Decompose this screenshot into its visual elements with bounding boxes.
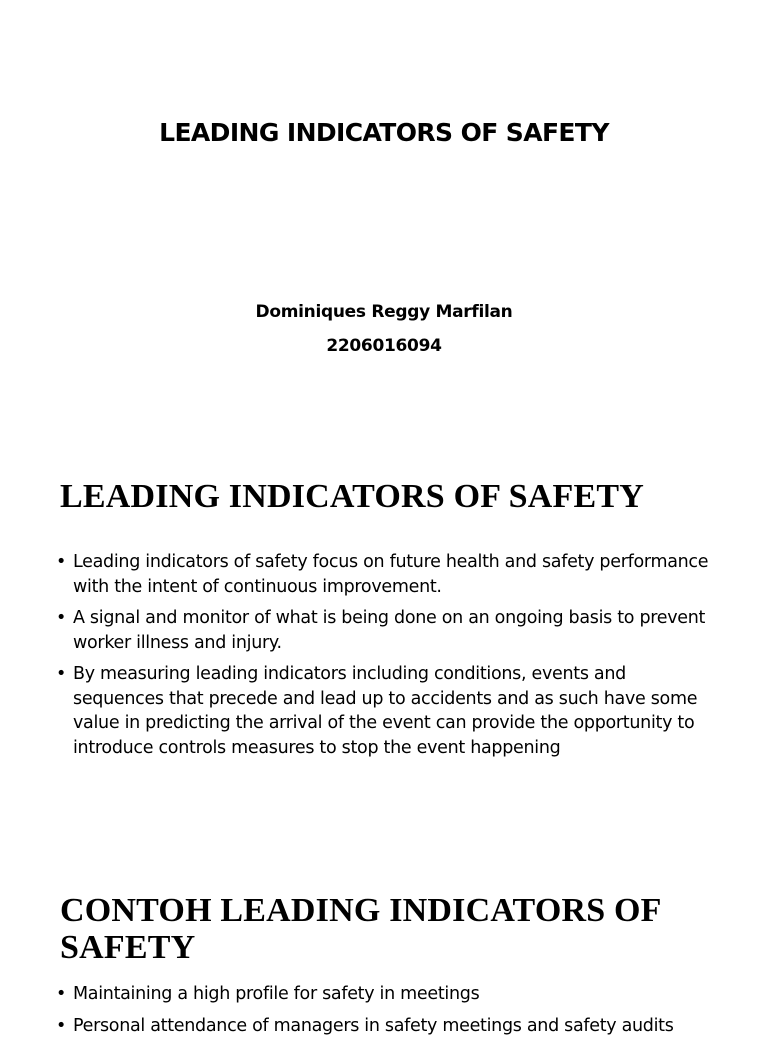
bullet-list (56, 982, 716, 1045)
content-slide-definition (0, 432, 768, 864)
author-id: 2206016094 (326, 336, 442, 356)
bullet-dot-icon: • (56, 664, 67, 684)
author-name: Dominiques Reggy Marfilan (255, 302, 513, 322)
bullet-text: Leading indicators of safety focus on future health and safety performance with the intent of continuous improvement. (73, 552, 709, 597)
bullet-dot-icon: • (56, 608, 67, 628)
bullet-item (56, 550, 716, 599)
bullet-text: By measuring leading indicators including conditions, events and sequences that precede and lead up to accidents and as such have some value in predicting the arrival of the event can provide the opportunity to introduce controls measures to stop the event happening (73, 664, 698, 758)
bullet-item (56, 662, 716, 760)
slide-heading: LEADING INDICATORS OF SAFETY (60, 478, 645, 515)
title-slide (0, 0, 768, 432)
content-slide-examples (0, 864, 768, 1036)
slide-title: LEADING INDICATORS OF SAFETY (159, 118, 609, 147)
bullet-text: A signal and monitor of what is being done on an ongoing basis to prevent worker illness and injury. (73, 608, 706, 653)
bullet-text: Maintaining a high profile for safety in meetings (73, 984, 480, 1004)
bullet-dot-icon: • (56, 984, 67, 1004)
bullet-item (56, 606, 716, 655)
slide-heading: CONTOH LEADING INDICATORS OF SAFETY (60, 892, 661, 966)
bullet-list (56, 550, 716, 767)
bullet-text: Personal attendance of managers in safety meetings and safety audits (73, 1015, 674, 1036)
bullet-dot-icon: • (56, 1015, 67, 1036)
bullet-dot-icon: • (56, 552, 67, 572)
bullet-item (56, 1014, 716, 1039)
bullet-item (56, 982, 716, 1007)
